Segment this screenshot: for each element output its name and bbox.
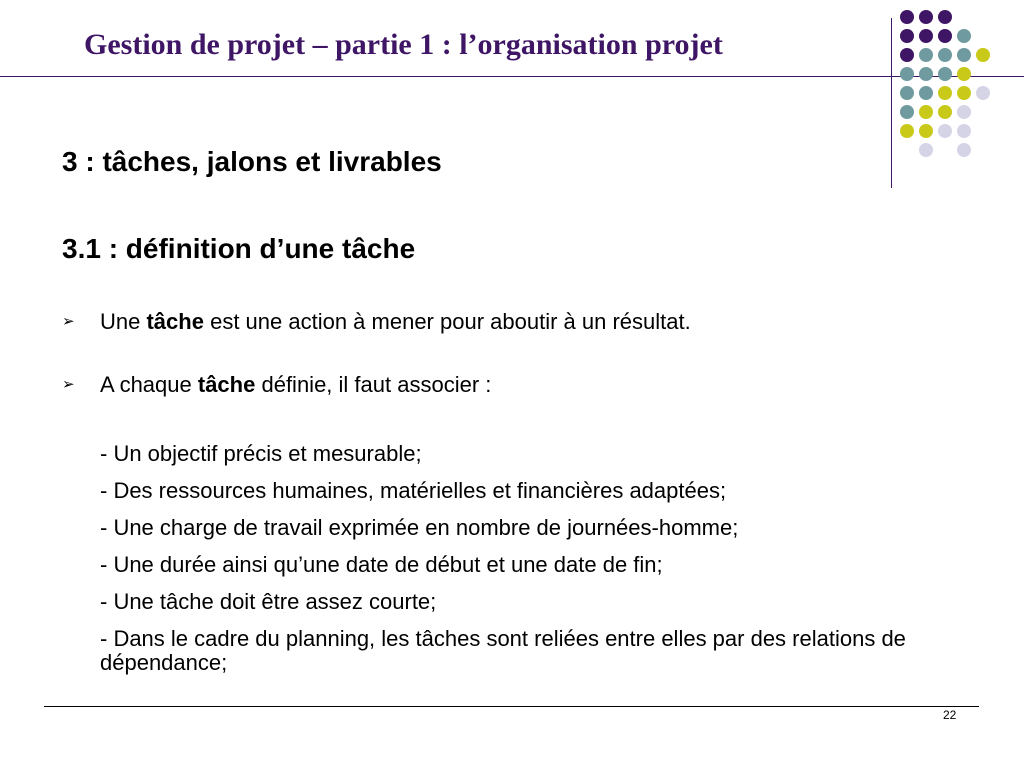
page-number: 22 <box>943 708 957 722</box>
decorative-dot <box>900 67 914 81</box>
decorative-dot <box>900 86 914 100</box>
decorative-dot <box>957 48 971 62</box>
decorative-dot <box>957 105 971 119</box>
decorative-dot <box>938 105 952 119</box>
decorative-dot <box>938 10 952 24</box>
decorative-dot <box>957 124 971 138</box>
decorative-dot <box>957 86 971 100</box>
arrow-bullet-icon: ➢ <box>62 313 75 330</box>
decorative-dot <box>938 48 952 62</box>
bullet-text: A chaque tâche définie, il faut associer : <box>100 372 492 397</box>
subsection-heading: 3.1 : définition d’une tâche <box>62 233 416 264</box>
decorative-dot <box>919 48 933 62</box>
decorative-dot <box>919 29 933 43</box>
decorative-dot <box>976 86 990 100</box>
decorative-dot <box>976 48 990 62</box>
decorative-dot-grid <box>900 10 1010 170</box>
bullet-text: Une tâche est une action à mener pour aboutir à un résultat. <box>100 309 691 334</box>
requirement-list <box>100 442 960 688</box>
decorative-dot <box>957 143 971 157</box>
list-item: - Une durée ainsi qu’une date de début et une date de fin; <box>100 552 663 577</box>
decorative-dot <box>900 105 914 119</box>
decorative-dot <box>919 86 933 100</box>
list-item: - Des ressources humaines, matérielles et financières adaptées; <box>100 478 727 503</box>
section-heading: 3 : tâches, jalons et livrables <box>62 146 442 177</box>
decorative-dot <box>957 67 971 81</box>
arrow-bullet-icon: ➢ <box>62 376 75 393</box>
decorative-dot <box>900 48 914 62</box>
header-divider <box>0 76 1024 77</box>
decorative-dot <box>900 10 914 24</box>
decorative-dot <box>919 10 933 24</box>
decorative-dot <box>938 67 952 81</box>
decorative-dot <box>938 29 952 43</box>
decorative-dot <box>919 143 933 157</box>
decorative-dot <box>957 29 971 43</box>
vertical-divider <box>891 18 892 188</box>
decorative-dot <box>938 86 952 100</box>
list-item: - Dans le cadre du planning, les tâches sont reliées entre elles par des relations de dépendance; <box>100 626 906 675</box>
decorative-dot <box>919 105 933 119</box>
decorative-dot <box>938 124 952 138</box>
list-item: - Une charge de travail exprimée en nombre de journées-homme; <box>100 515 739 540</box>
footer-divider <box>44 706 979 707</box>
list-item: - Un objectif précis et mesurable; <box>100 441 422 466</box>
list-item: - Une tâche doit être assez courte; <box>100 589 437 614</box>
slide-title: Gestion de projet – partie 1 : l’organisation projet <box>84 28 723 61</box>
decorative-dot <box>919 124 933 138</box>
decorative-dot <box>900 29 914 43</box>
decorative-dot <box>900 124 914 138</box>
decorative-dot <box>919 67 933 81</box>
